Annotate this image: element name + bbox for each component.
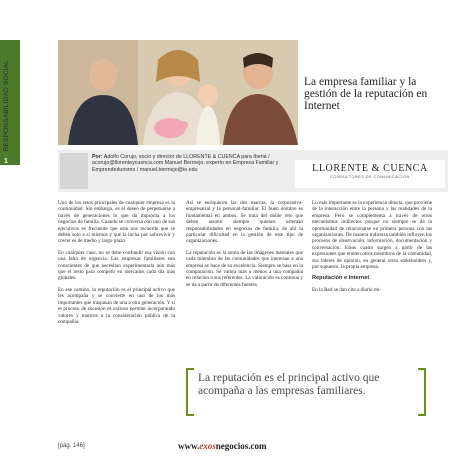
family-photo (58, 40, 298, 145)
section-label: RESPONSABILIDAD SOCIAL (3, 60, 10, 152)
logo-subtitle: CONSULTORES DE COMUNICACIÓN (330, 175, 410, 179)
byline-text: Adolfo Corujo, socio y director de LLORENTE & CUENCA para Iberia / acorujo@llorenteycuenca.com Manuel Bermejo, experto en Empresa Familiar y Emprendedurismo / manuel.bermejo@ie.edu (92, 154, 279, 173)
url-prefix: www. (178, 441, 200, 451)
url-brand: exos (199, 441, 216, 451)
paragraph: Lo más importante es la experiencia directa, que proviene de la interacción entre la persona y las realidades de la empresa. Pero se complementa a través de otros mecanismos indirectos porque no siempre se da la oportunidad de relacionarse en primera persona con las organizaciones. De manera indirecta también influyen los procesos de observación, información, documentación y conversación. Estos cuatro surgen a partir de las expresiones que emiten otros miembros de la comunidad, sus líderes de opinión, en general otros stakeholders y, por supuesto, la propia empresa. (312, 200, 432, 271)
company-logo (295, 160, 445, 188)
pull-quote (186, 368, 426, 412)
byline-label: Por: (92, 154, 103, 160)
logo-name: LLORENTE & CUENCA (312, 163, 428, 174)
author-photo (60, 153, 88, 189)
pull-quote-text: La reputación es el principal activo que acompaña a las empresas familiares. (198, 372, 380, 397)
bracket-left-icon (186, 368, 194, 416)
article-headline: La empresa familiar y la gestión de la reputación en Internet (304, 76, 428, 112)
paragraph: Uno de los retos principales de cualquier empresa es la continuidad. Sin embargo, es el deseo de perpetuarse a través de generaciones lo que da impronta a los negocios de familia. Cuando se conversa con uno de sus ejecutivos es frecuente que este nos recuerde que se deben solo a sí mismos y que la lucha por sobrevivir y crecer es de medio y largo plazo. (58, 200, 175, 245)
section-page-marker: 1 (4, 158, 8, 165)
paragraph: Así se enriquecen las dos marcas, la corporativa-empresarial y la personal-familiar. El buen nombre es fundamental en ambos. Se trata del doble reto que deben asumir siempre quienes ostentan responsabilidades en negocios de familia, de ahí la particular dificultad en la gestión de este tipo de organizaciones. (186, 200, 303, 245)
column-1 (58, 200, 175, 330)
column-2 (186, 200, 303, 293)
paragraph: En la Red se dan cita a diario mi- (312, 286, 382, 293)
paragraph: En ese camino, la reputación es el principal activo que les acompaña y se convierte en uno de los más importantes que traspasan de una a otra generación. Y si el proceso de sucesión es exitoso permite incorporando valores y matices a la consideración pública de la compañía. (58, 286, 175, 325)
footer-url[interactable] (178, 441, 267, 451)
family-photo-illustration (58, 40, 298, 145)
column-3 (312, 200, 432, 298)
bracket-right-icon (418, 368, 426, 416)
paragraph: La reputación es la suma de las imágenes mentales que cada miembro de las comunidades que interesan a una empresa se hace de su excelencia. Siempre se basa en la comparación. Se valora más o menos a una compañía en relación a sus referentes. La valoración es continua y se da a partir de diferentes fuentes. (186, 249, 303, 288)
paragraph: En cualquier caso, no se debe confundir esa visión con una falta de urgencia. Las empresas familiares son conscientes de que necesitan experimentarla aún más que el resto para competir en mercados cada día más globales. (58, 249, 175, 282)
url-suffix: negocios.com (215, 441, 267, 451)
byline (92, 154, 287, 173)
subheading: Reputación e Internet (312, 275, 370, 282)
page-number: [pág. 146] (58, 443, 85, 449)
